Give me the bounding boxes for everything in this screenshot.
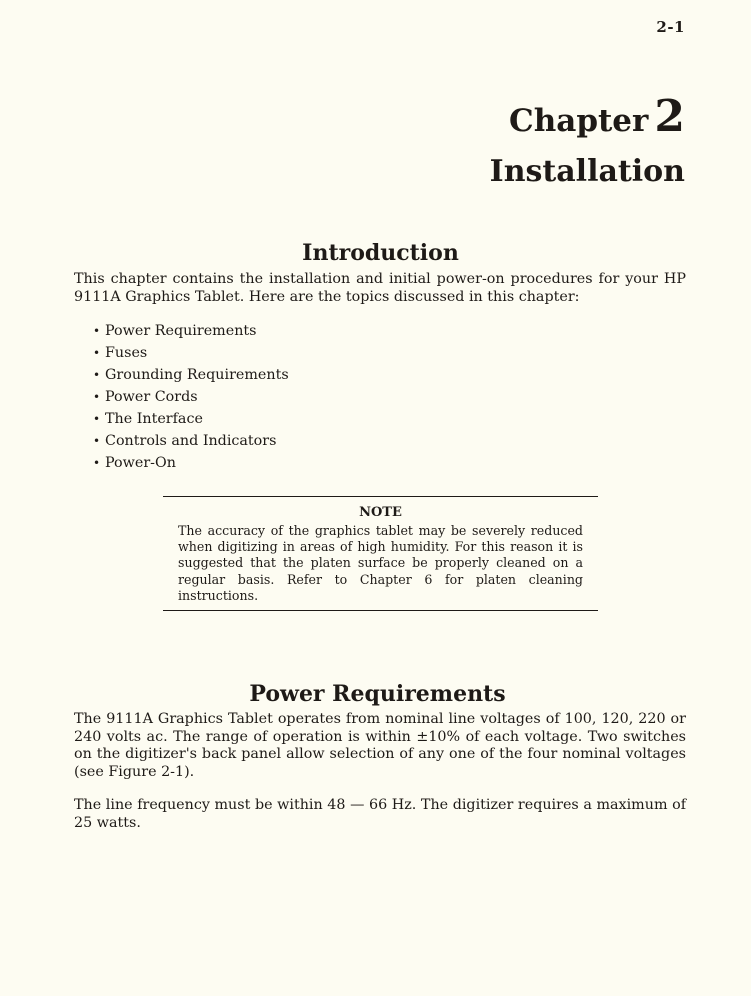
topic-item bbox=[93, 322, 289, 344]
topic-label: Fuses bbox=[105, 345, 148, 361]
topic-label: The Interface bbox=[105, 411, 203, 427]
topic-label: Power Cords bbox=[105, 389, 198, 405]
bullet-icon: • bbox=[93, 346, 101, 360]
topic-item bbox=[93, 432, 289, 454]
bullet-icon: • bbox=[93, 390, 101, 404]
power-requirements-paragraph-1: The 9111A Graphics Tablet operates from nominal line voltages of 100, 120, 220 or 240 volts ac. The range of operation is within ±10% of each voltage. Two switches on the digitizer's back panel allow selection of any one of the four nominal voltages (see Figure 2-1). bbox=[74, 711, 686, 780]
chapter-label-line bbox=[490, 92, 685, 146]
page-number: 2-1 bbox=[656, 18, 685, 36]
chapter-number: 2 bbox=[654, 91, 685, 142]
topic-label: Grounding Requirements bbox=[105, 367, 289, 383]
topic-item bbox=[93, 410, 289, 432]
chapter-title: Installation bbox=[489, 154, 685, 189]
note-title: NOTE bbox=[359, 505, 402, 520]
topic-label: Power Requirements bbox=[105, 323, 257, 339]
power-requirements-heading: Power Requirements bbox=[249, 681, 506, 707]
bullet-icon: • bbox=[93, 368, 101, 382]
power-requirements-paragraph-2: The line frequency must be within 48 — 66 Hz. The digitizer requires a maximum of 25 watts. bbox=[74, 797, 686, 831]
topic-list bbox=[93, 322, 289, 476]
topic-label: Controls and Indicators bbox=[105, 433, 277, 449]
chapter-label: Chapter bbox=[509, 103, 649, 139]
introduction-heading: Introduction bbox=[302, 240, 459, 266]
introduction-paragraph: This chapter contains the installation and initial power-on procedures for your HP 9111A Graphics Tablet. Here are the topics discussed in this chapter: bbox=[74, 271, 686, 305]
bullet-icon: • bbox=[93, 324, 101, 338]
topic-item bbox=[93, 454, 289, 476]
bullet-icon: • bbox=[93, 412, 101, 426]
bullet-icon: • bbox=[93, 434, 101, 448]
topic-item bbox=[93, 344, 289, 366]
topic-label: Power-On bbox=[105, 455, 176, 471]
chapter-heading bbox=[490, 92, 685, 192]
note-text: The accuracy of the graphics tablet may be severely reduced when digitizing in areas of high humidity. For this reason it is suggested that the platen surface be properly cleaned on a regular basis. Refer to Chapter 6 for platen cleaning instructions. bbox=[178, 523, 583, 603]
bullet-icon: • bbox=[93, 456, 101, 470]
topic-item bbox=[93, 366, 289, 388]
note-box bbox=[163, 496, 598, 611]
topic-item bbox=[93, 388, 289, 410]
